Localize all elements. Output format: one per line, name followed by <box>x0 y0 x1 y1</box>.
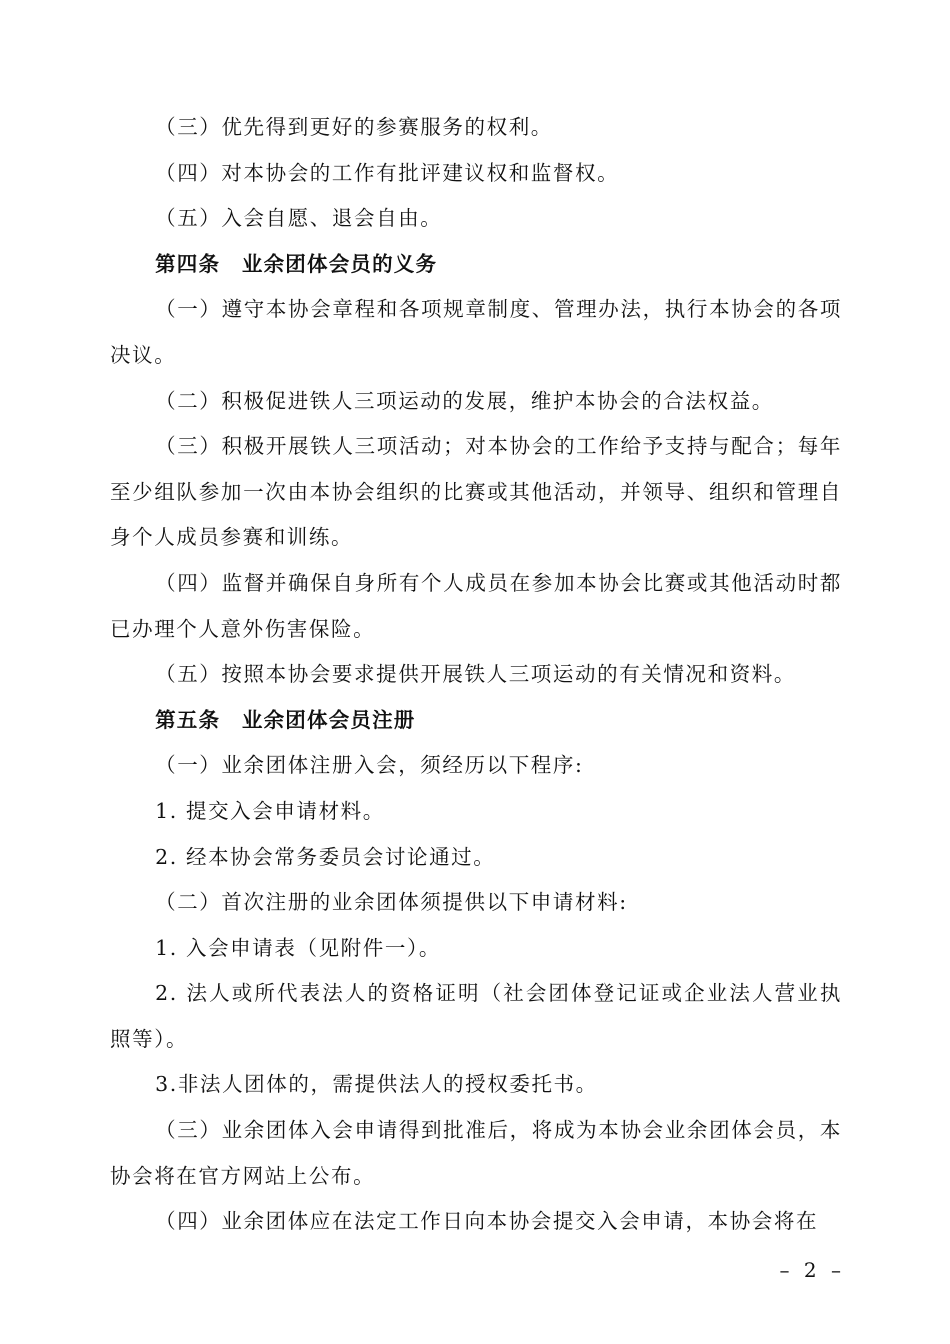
paragraph: 1. 提交入会申请材料。 <box>155 798 385 823</box>
article-heading: 第四条 业余团体会员的义务 <box>155 251 438 276</box>
paragraph: （四）业余团体应在法定工作日向本协会提交入会申请，本协会将在 <box>155 1209 819 1234</box>
page-number: – 2 – <box>779 1258 845 1282</box>
paragraph: 3.非法人团体的，需提供法人的授权委托书。 <box>155 1072 598 1097</box>
paragraph: （二）首次注册的业余团体须提供以下申请材料: <box>155 890 628 915</box>
paragraph: 2. 法人或所代表法人的资格证明（社会团体登记证或企业法人营业执照等）。 <box>110 981 842 1051</box>
paragraph: （二）积极促进铁人三项运动的发展，维护本协会的合法权益。 <box>155 388 774 413</box>
paragraph: （一）业余团体注册入会，须经历以下程序: <box>155 753 584 778</box>
paragraph: （五）按照本协会要求提供开展铁人三项运动的有关情况和资料。 <box>155 662 796 687</box>
paragraph: （三）业余团体入会申请得到批准后，将成为本协会业余团体会员，本协会将在官方网站上公布。 <box>110 1118 842 1188</box>
document-body <box>110 105 842 1245</box>
paragraph: （一）遵守本协会章程和各项规章制度、管理办法，执行本协会的各项决议。 <box>110 297 842 367</box>
article-heading: 第五条 业余团体会员注册 <box>155 707 416 732</box>
paragraph: （四）监督并确保自身所有个人成员在参加本协会比赛或其他活动时都已办理个人意外伤害保险。 <box>110 570 842 641</box>
paragraph: （三）优先得到更好的参赛服务的权利。 <box>155 115 553 139</box>
paragraph: （五）入会自愿、退会自由。 <box>155 206 443 231</box>
paragraph: （四）对本协会的工作有批评建议权和监督权。 <box>155 160 620 185</box>
paragraph: （三）积极开展铁人三项活动；对本协会的工作给予支持与配合；每年至少组队参加一次由本协会组织的比赛或其他活动，并领导、组织和管理自身个人成员参赛和训练。 <box>110 434 842 550</box>
paragraph: 1. 入会申请表（见附件一）。 <box>155 935 441 960</box>
paragraph: 2. 经本协会常务委员会讨论通过。 <box>155 844 496 869</box>
